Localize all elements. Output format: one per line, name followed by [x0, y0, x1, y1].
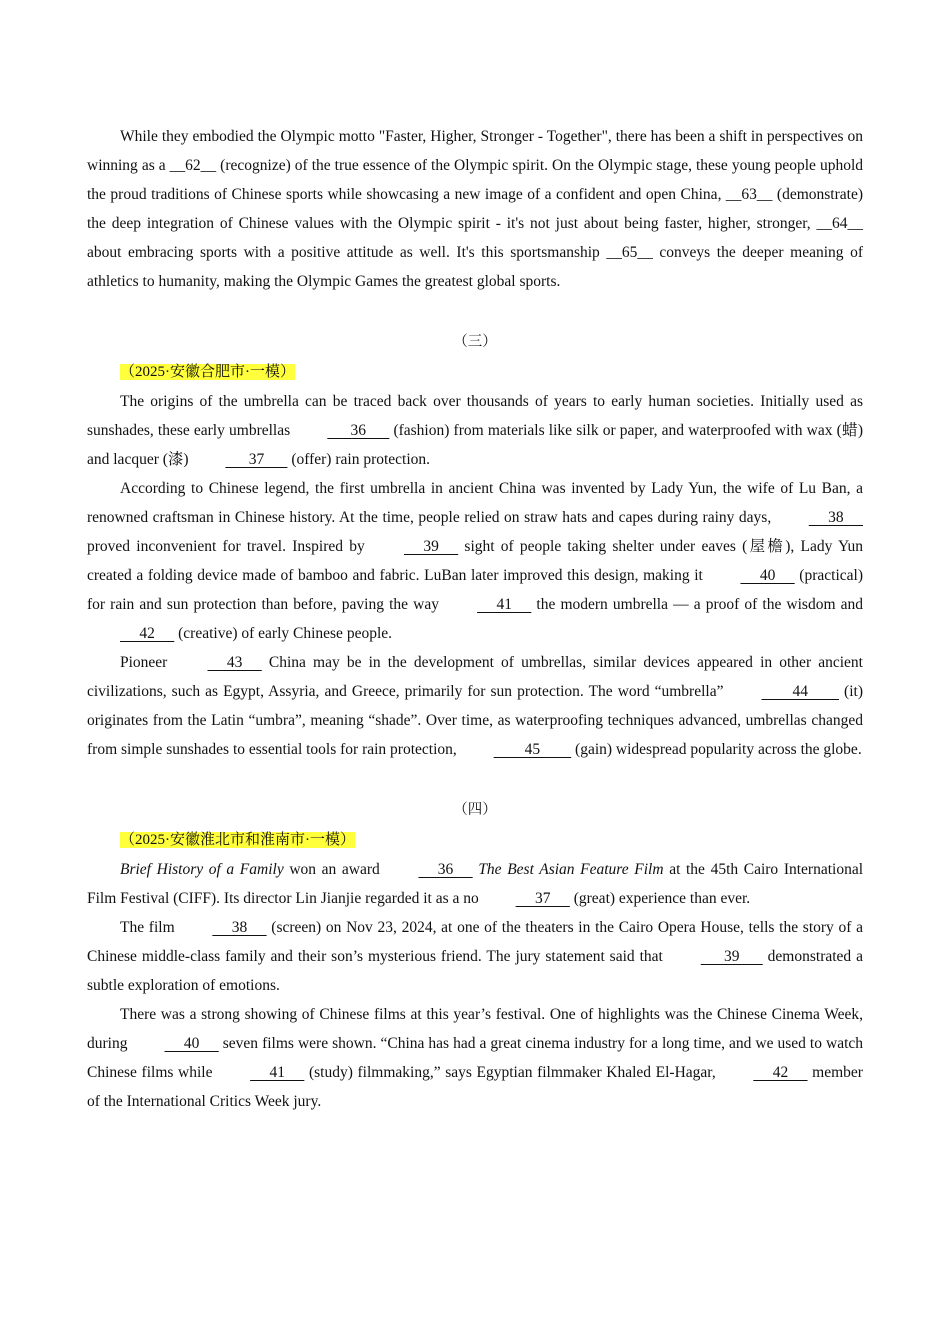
- blank-40[interactable]: 40: [740, 567, 795, 584]
- paragraph-film-1: Brief History of a Family won an award 36 The Best Asian Feature Film at the 45th Cairo International Film Festival (CIFF). Its director Lin Jianjie regarded it as a no 37 (great) experience than ever.: [87, 855, 863, 913]
- blank-45[interactable]: 45: [493, 741, 572, 758]
- source-tag-4: [87, 825, 863, 855]
- blank-43[interactable]: 43: [207, 654, 262, 671]
- blank-37[interactable]: 37: [515, 890, 570, 907]
- source-tag-3: [87, 357, 863, 387]
- paragraph-film-2: The film 38 (screen) on Nov 23, 2024, at one of the theaters in the Cairo Opera House, tells the story of a Chinese middle-class family and their son’s mysterious friend. The jury statement said that 39 demonstrated a subtle exploration of emotions.: [87, 913, 863, 1000]
- blank-37[interactable]: 37: [225, 451, 288, 468]
- paragraph-text: While they embodied the Olympic motto "Faster, Higher, Stronger - Together", there has been a shift in perspectives on winning as a __62__ (recognize) of the true essence of the Olympic spirit. On the Olympic stage, these young people uphold the proud traditions of Chinese sports while showcasing a new image of a confident and open China, __63__ (demonstrate) the deep integration of Chinese values with the Olympic spirit - it's not just about being faster, higher, stronger, __64__ about embracing sports with a positive attitude as well. It's this sportsmanship __65__ conveys the deeper meaning of athletics to humanity, making the Olympic Games the greatest global sports.: [87, 128, 863, 290]
- blank-41[interactable]: 41: [477, 596, 532, 613]
- paragraph-umbrella-2: According to Chinese legend, the first umbrella in ancient China was invented by Lady Yun, the wife of Lu Ban, a renowned craftsman in Chinese history. At the time, people relied on straw hats and capes during rainy days, 38 proved inconvenient for travel. Inspired by 39 sight of people taking shelter under eaves (屋檐), Lady Yun created a folding device made of bamboo and fabric. LuBan later improved this design, making it 40 (practical) for rain and sun protection than before, paving the way 41 the modern umbrella — a proof of the wisdom and 42 (creative) of early Chinese people.: [87, 474, 863, 648]
- section-title-3: （三）: [453, 334, 497, 350]
- blank-39[interactable]: 39: [403, 538, 459, 555]
- blank-36[interactable]: 36: [418, 861, 473, 878]
- blank-38[interactable]: 38: [808, 509, 863, 526]
- blank-42[interactable]: 42: [753, 1064, 808, 1081]
- document-body: [87, 122, 863, 1116]
- blank-41[interactable]: 41: [250, 1064, 305, 1081]
- paragraph-umbrella-1: The origins of the umbrella can be traced back over thousands of years to early human societies. Initially used as sunshades, these early umbrellas 36 (fashion) from materials like silk or paper, and waterproofed with wax (蜡) and lacquer (漆) 37 (offer) rain protection.: [87, 387, 863, 474]
- paragraph-film-3: There was a strong showing of Chinese films at this year’s festival. One of highlights was the Chinese Cinema Week, during 40 seven films were shown. “China has had a great cinema industry for a long time, and we used to watch Chinese films while 41 (study) filmmaking,” says Egyptian filmmaker Khaled El-Hagar, 42 member of the International Critics Week jury.: [87, 1006, 864, 1110]
- film-title: Brief History of a Family: [120, 861, 284, 878]
- paragraph-umbrella-3: Pioneer 43 China may be in the development of umbrellas, similar devices appeared in other ancient civilizations, such as Egypt, Assyria, and Greece, primarily for sun protection. The word “umbrella” 44 (it) originates from the Latin “umbra”, meaning “shade”. Over time, as waterproofing techniques advanced, umbrellas changed from simple sunshades to essential tools for rain protection, 45 (gain) widespread popularity across the globe.: [87, 648, 863, 764]
- paragraph-olympic: [87, 122, 863, 296]
- blank-40[interactable]: 40: [164, 1035, 219, 1052]
- blank-38[interactable]: 38: [212, 919, 267, 936]
- blank-36[interactable]: 36: [327, 422, 390, 439]
- blank-42[interactable]: 42: [120, 625, 175, 642]
- highlighted-source: （2025·安徽合肥市·一模）: [120, 364, 295, 380]
- award-name: The Best Asian Feature Film: [478, 861, 664, 878]
- blank-39[interactable]: 39: [700, 948, 763, 965]
- highlighted-source: （2025·安徽淮北市和淮南市·一模）: [120, 832, 355, 848]
- section-title-4: （四）: [453, 802, 497, 818]
- blank-44[interactable]: 44: [761, 683, 840, 700]
